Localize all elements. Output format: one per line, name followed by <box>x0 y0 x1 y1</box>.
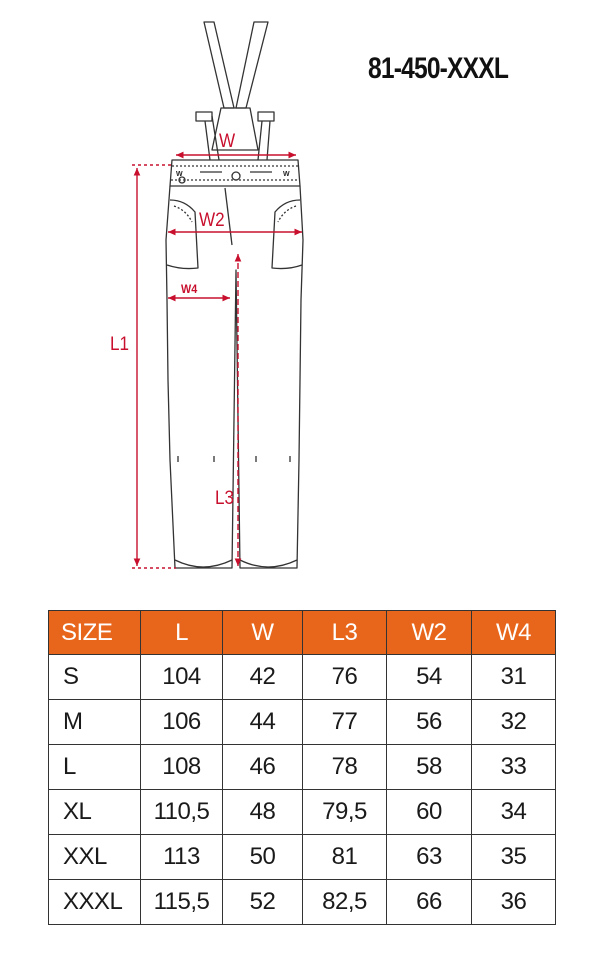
table-cell: 44 <box>223 700 303 745</box>
table-row <box>49 655 556 700</box>
table-cell: 50 <box>223 835 303 880</box>
l3-label: L3 <box>215 488 235 509</box>
table-cell: 63 <box>387 835 472 880</box>
table-cell: 115,5 <box>141 880 223 925</box>
table-cell: 56 <box>387 700 472 745</box>
right-suspender-strap <box>236 22 274 160</box>
table-cell: 36 <box>472 880 556 925</box>
header-l: L <box>141 611 223 655</box>
w2-label: W2 <box>199 210 225 231</box>
table-cell: L <box>49 745 141 790</box>
table-header-row <box>49 611 556 655</box>
table-cell: 77 <box>303 700 387 745</box>
table-cell: 54 <box>387 655 472 700</box>
table-cell: 46 <box>223 745 303 790</box>
table-cell: 76 <box>303 655 387 700</box>
header-w2: W2 <box>387 611 472 655</box>
waistband <box>170 160 300 186</box>
table-row <box>49 745 556 790</box>
table-cell: 58 <box>387 745 472 790</box>
table-cell: 52 <box>223 880 303 925</box>
table-cell: 104 <box>141 655 223 700</box>
table-cell: 106 <box>141 700 223 745</box>
table-cell: 66 <box>387 880 472 925</box>
table-cell: 33 <box>472 745 556 790</box>
w4-label: W4 <box>181 282 198 296</box>
table-cell: 108 <box>141 745 223 790</box>
table-cell: 42 <box>223 655 303 700</box>
trouser-outline <box>166 186 303 568</box>
table-cell: 48 <box>223 790 303 835</box>
table-cell: 31 <box>472 655 556 700</box>
table-cell: XL <box>49 790 141 835</box>
waistband-button <box>232 172 240 180</box>
table-row <box>49 700 556 745</box>
table-cell: 78 <box>303 745 387 790</box>
header-w4: W4 <box>472 611 556 655</box>
table-cell: M <box>49 700 141 745</box>
table-cell: 110,5 <box>141 790 223 835</box>
table-cell: 32 <box>472 700 556 745</box>
size-table <box>48 610 556 925</box>
w-label: W <box>219 131 236 152</box>
l1-label: L1 <box>110 334 130 355</box>
table-row <box>49 835 556 880</box>
table-row <box>49 880 556 925</box>
table-cell: XXXL <box>49 880 141 925</box>
table-cell: 82,5 <box>303 880 387 925</box>
table-cell: 35 <box>472 835 556 880</box>
table-cell: XXL <box>49 835 141 880</box>
table-cell: S <box>49 655 141 700</box>
header-l3: L3 <box>303 611 387 655</box>
product-code: 81-450-XXXL <box>368 52 509 85</box>
header-size: SIZE <box>49 611 141 655</box>
table-cell: 60 <box>387 790 472 835</box>
table-cell: 81 <box>303 835 387 880</box>
waistband-tag-right: W <box>283 171 290 178</box>
table-cell: 34 <box>472 790 556 835</box>
table-cell: 113 <box>141 835 223 880</box>
header-w: W <box>223 611 303 655</box>
waistband-tag-left: W <box>176 171 183 178</box>
table-cell: 79,5 <box>303 790 387 835</box>
table-row <box>49 790 556 835</box>
